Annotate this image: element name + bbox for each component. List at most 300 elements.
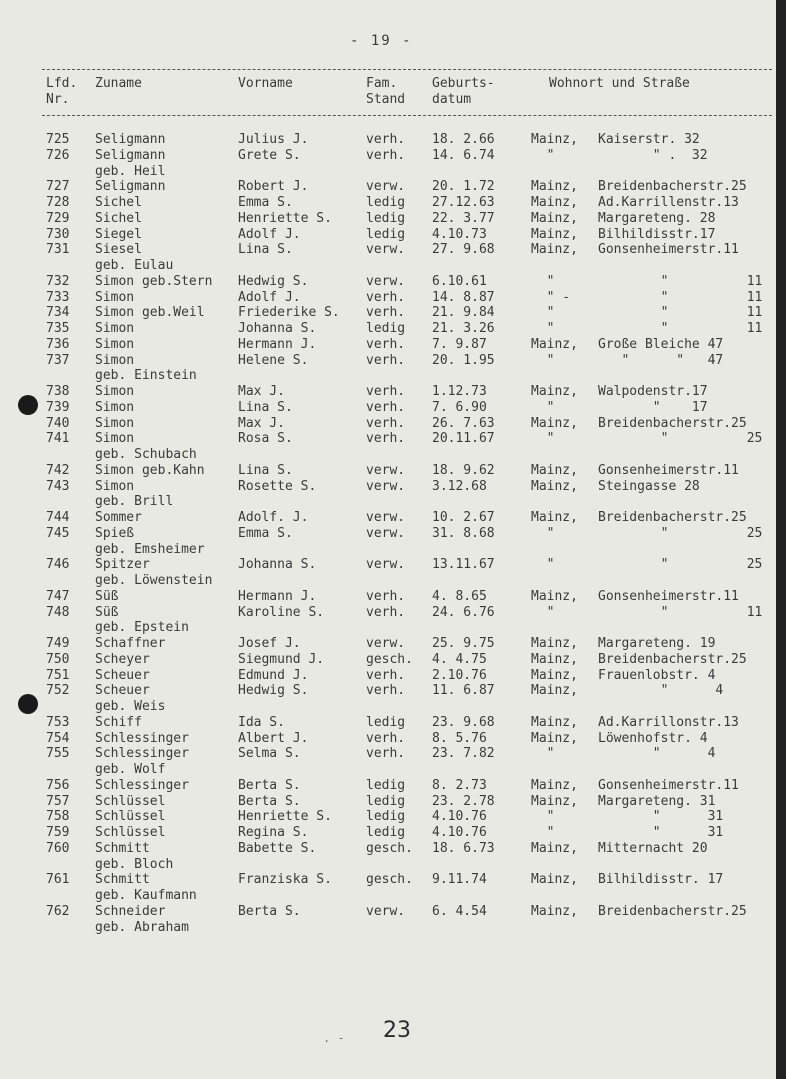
cell-nr: 741 (46, 431, 70, 447)
cell-geb: 8. 5.76 (432, 730, 487, 746)
table-row (0, 668, 776, 684)
cell-nr: 759 (46, 825, 70, 840)
cell-str: Ad.Karrillonstr.13 (598, 714, 739, 730)
cell-ort: Mainz, (531, 872, 578, 888)
cell-vorname: Julius J. (238, 132, 309, 147)
table-row (0, 337, 776, 353)
header-fam: Fam. (366, 76, 398, 91)
cell-zuname: Siegel (95, 226, 142, 242)
cell-vorname: Adolf. J. (238, 510, 309, 525)
cell-str: Mitternacht 20 (598, 840, 708, 856)
table-row-continuation (0, 762, 776, 778)
cell-ort: Mainz, (531, 210, 578, 226)
cell-geb: 7. 9.87 (432, 336, 487, 352)
cell-geb: 23. 7.82 (432, 746, 495, 762)
cell-zuname: Schmitt (95, 840, 150, 856)
table-row (0, 746, 776, 762)
table-row (0, 132, 776, 148)
cell-vorname: Emma S. (238, 525, 293, 541)
cell-geb: 20.11.67 (432, 431, 495, 447)
cell-ort: " (531, 321, 555, 336)
cell-fam: verw. (366, 636, 406, 651)
cell-geb: 7. 6.90 (432, 399, 487, 415)
cell-ort: " (531, 305, 555, 321)
cell-fam: verh. (366, 667, 406, 683)
cell-zuname: Schlüssel (95, 793, 166, 809)
cell-str: Bilhildisstr.17 (598, 226, 716, 242)
table-row (0, 211, 776, 227)
cell-zuname: Scheyer (95, 651, 150, 667)
cell-str: " 11 (598, 305, 763, 321)
cell-fam: verh. (366, 147, 406, 163)
cell-vorname: Hedwig S. (238, 683, 309, 699)
cell-str: Große Bleiche 47 (598, 336, 724, 352)
cell-zuname: geb. Brill (95, 494, 174, 510)
cell-geb: 10. 2.67 (432, 510, 495, 525)
cell-str: " 11 (598, 273, 763, 289)
cell-zuname: geb. Weis (95, 699, 166, 714)
cell-zuname: Schneider (95, 903, 166, 919)
cell-vorname: Rosa S. (238, 431, 293, 447)
cell-zuname: Schlessinger (95, 746, 189, 762)
cell-zuname: Schlessinger (95, 730, 189, 746)
cell-fam: verh. (366, 746, 406, 762)
cell-vorname: Berta S. (238, 793, 301, 809)
cell-zuname: geb. Wolf (95, 762, 166, 777)
cell-geb: 27. 9.68 (432, 242, 495, 258)
cell-str: Margareteng. 28 (598, 210, 716, 226)
cell-nr: 729 (46, 210, 70, 226)
cell-fam: verh. (366, 431, 406, 447)
cell-nr: 756 (46, 777, 70, 793)
cell-vorname: Berta S. (238, 777, 301, 793)
cell-fam: verh. (366, 289, 406, 305)
table-row-continuation (0, 494, 776, 510)
cell-ort: Mainz, (531, 667, 578, 683)
cell-fam: ledig (366, 777, 406, 793)
cell-vorname: Henriette S. (238, 210, 332, 226)
cell-fam: verh. (366, 683, 406, 699)
table-row (0, 353, 776, 369)
cell-fam: gesch. (366, 651, 413, 667)
scan-edge (776, 0, 786, 1079)
cell-fam: ledig (366, 714, 406, 730)
cell-str: Bilhildisstr. 17 (598, 872, 724, 888)
cell-nr: 747 (46, 588, 70, 604)
cell-zuname: Schlüssel (95, 825, 166, 840)
cell-str: " . 32 (598, 147, 708, 163)
cell-zuname: Schlessinger (95, 777, 189, 793)
cell-geb: 4.10.76 (432, 825, 487, 840)
cell-ort: " (531, 746, 555, 762)
cell-vorname: Max J. (238, 415, 285, 431)
cell-fam: gesch. (366, 872, 413, 888)
cell-fam: ledig (366, 210, 406, 226)
cell-zuname: Seligmann (95, 179, 166, 195)
table-row (0, 872, 776, 888)
cell-fam: ledig (366, 825, 406, 840)
table-row (0, 274, 776, 290)
cell-geb: 13.11.67 (432, 557, 495, 573)
cell-zuname: Simon (95, 415, 135, 431)
cell-vorname: Helene S. (238, 352, 309, 368)
header-bottom-rule (42, 115, 772, 116)
cell-str: Steingasse 28 (598, 478, 700, 494)
cell-nr: 752 (46, 683, 70, 699)
table-row (0, 794, 776, 810)
cell-str: Breidenbacherstr.25 (598, 651, 747, 667)
cell-vorname: Karoline S. (238, 604, 325, 620)
cell-zuname: Süß (95, 604, 119, 620)
cell-str: Breidenbacherstr.25 (598, 903, 747, 919)
cell-fam: verw. (366, 242, 406, 258)
cell-vorname: Emma S. (238, 195, 293, 210)
table-row (0, 321, 776, 337)
table-row (0, 636, 776, 652)
cell-nr: 751 (46, 667, 70, 683)
cell-nr: 734 (46, 305, 70, 321)
cell-fam: verh. (366, 352, 406, 368)
cell-nr: 736 (46, 336, 70, 352)
cell-ort: Mainz, (531, 777, 578, 793)
cell-geb: 18. 2.66 (432, 132, 495, 147)
cell-fam: verh. (366, 384, 406, 399)
header-geburts: Geburts- (432, 76, 495, 91)
cell-vorname: Hermann J. (238, 588, 317, 604)
cell-nr: 755 (46, 746, 70, 762)
cell-zuname: Simon (95, 336, 135, 352)
cell-fam: verw. (366, 273, 406, 289)
table-row (0, 463, 776, 479)
cell-ort: " (531, 557, 555, 573)
cell-str: " 17 (598, 399, 708, 415)
cell-zuname: Siesel (95, 242, 142, 258)
cell-str: Breidenbacherstr.25 (598, 415, 747, 431)
cell-vorname: Siegmund J. (238, 651, 325, 667)
table-row (0, 416, 776, 432)
cell-nr: 748 (46, 604, 70, 620)
cell-zuname: Simon geb.Weil (95, 305, 205, 321)
cell-vorname: Henriette S. (238, 809, 332, 825)
cell-str: Gonsenheimerstr.11 (598, 462, 739, 478)
cell-geb: 23. 9.68 (432, 714, 495, 730)
cell-str: Margareteng. 31 (598, 793, 716, 809)
table-row (0, 825, 776, 841)
table-row (0, 589, 776, 605)
table-row (0, 242, 776, 258)
table-row-continuation (0, 920, 776, 936)
cell-nr: 733 (46, 289, 70, 305)
cell-nr: 732 (46, 273, 70, 289)
table-row-continuation (0, 857, 776, 873)
cell-ort: Mainz, (531, 462, 578, 478)
cell-ort: Mainz, (531, 478, 578, 494)
cell-ort: Mainz, (531, 636, 578, 651)
cell-fam: verh. (366, 588, 406, 604)
table-row-continuation (0, 620, 776, 636)
cell-str: Margareteng. 19 (598, 636, 716, 651)
cell-vorname: Grete S. (238, 147, 301, 163)
cell-zuname: geb. Heil (95, 163, 166, 179)
cell-fam: ledig (366, 793, 406, 809)
cell-fam: ledig (366, 321, 406, 336)
cell-zuname: Simon (95, 431, 135, 447)
cell-vorname: Rosette S. (238, 478, 317, 494)
table-row (0, 227, 776, 243)
cell-fam: verh. (366, 415, 406, 431)
cell-fam: verh. (366, 399, 406, 415)
table-row (0, 652, 776, 668)
table-row (0, 731, 776, 747)
cell-ort: Mainz, (531, 226, 578, 242)
cell-vorname: Friederike S. (238, 305, 340, 321)
cell-geb: 4. 8.65 (432, 588, 487, 604)
cell-nr: 753 (46, 714, 70, 730)
cell-vorname: Johanna S. (238, 557, 317, 573)
cell-ort: Mainz, (531, 730, 578, 746)
cell-ort: Mainz, (531, 195, 578, 210)
table-row (0, 305, 776, 321)
cell-str: " 4 (598, 683, 724, 699)
cell-geb: 6.10.61 (432, 273, 487, 289)
cell-zuname: geb. Bloch (95, 856, 174, 872)
cell-zuname: Schiff (95, 714, 142, 730)
cell-ort: Mainz, (531, 714, 578, 730)
cell-ort: Mainz, (531, 510, 578, 525)
header-zuname: Zuname (95, 76, 142, 91)
cell-nr: 744 (46, 510, 70, 525)
cell-vorname: Lina S. (238, 462, 293, 478)
cell-geb: 22. 3.77 (432, 210, 495, 226)
cell-zuname: Spitzer (95, 557, 150, 573)
cell-nr: 728 (46, 195, 70, 210)
cell-geb: 4.10.73 (432, 226, 487, 242)
cell-geb: 4.10.76 (432, 809, 487, 825)
cell-nr: 740 (46, 415, 70, 431)
cell-fam: verh. (366, 336, 406, 352)
cell-nr: 727 (46, 179, 70, 195)
cell-nr: 739 (46, 399, 70, 415)
cell-str: " 25 (598, 431, 763, 447)
cell-nr: 738 (46, 384, 70, 399)
cell-fam: verw. (366, 525, 406, 541)
table-row (0, 195, 776, 211)
table-row (0, 179, 776, 195)
cell-vorname: Lina S. (238, 242, 293, 258)
cell-zuname: Simon geb.Stern (95, 273, 213, 289)
cell-geb: 3.12.68 (432, 478, 487, 494)
cell-geb: 4. 4.75 (432, 651, 487, 667)
cell-zuname: Simon (95, 289, 135, 305)
header-vorname: Vorname (238, 76, 293, 91)
cell-geb: 2.10.76 (432, 667, 487, 683)
cell-geb: 20. 1.95 (432, 352, 495, 368)
cell-str: Walpodenstr.17 (598, 384, 708, 399)
header-wohnort: Wohnort und Straße (549, 76, 690, 91)
cell-ort: Mainz, (531, 793, 578, 809)
cell-geb: 18. 6.73 (432, 840, 495, 856)
cell-zuname: geb. Epstein (95, 620, 189, 636)
cell-nr: 746 (46, 557, 70, 573)
cell-fam: verw. (366, 478, 406, 494)
cell-geb: 1.12.73 (432, 384, 487, 399)
cell-geb: 18. 9.62 (432, 462, 495, 478)
cell-geb: 24. 6.76 (432, 604, 495, 620)
cell-ort: " (531, 352, 555, 368)
cell-fam: verw. (366, 179, 406, 195)
cell-zuname: Seligmann (95, 132, 166, 147)
cell-str: " " 47 (598, 352, 724, 368)
cell-geb: 23. 2.78 (432, 793, 495, 809)
cell-ort: " (531, 273, 555, 289)
table-row (0, 778, 776, 794)
cell-zuname: Simon (95, 321, 135, 336)
table-row-continuation (0, 573, 776, 589)
cell-nr: 726 (46, 147, 70, 163)
cell-zuname: Spieß (95, 525, 135, 541)
cell-vorname: Hermann J. (238, 336, 317, 352)
cell-zuname: geb. Einstein (95, 368, 197, 384)
table-row-continuation (0, 542, 776, 558)
cell-vorname: Ida S. (238, 714, 285, 730)
stamp-number: 23 (383, 1018, 411, 1043)
cell-vorname: Babette S. (238, 840, 317, 856)
cell-zuname: Simon (95, 399, 135, 415)
table-row-continuation (0, 164, 776, 180)
cell-nr: 725 (46, 132, 70, 147)
cell-geb: 25. 9.75 (432, 636, 495, 651)
cell-nr: 743 (46, 478, 70, 494)
cell-nr: 737 (46, 352, 70, 368)
cell-ort: Mainz, (531, 415, 578, 431)
table-row-continuation (0, 888, 776, 904)
cell-zuname: Sichel (95, 195, 142, 210)
cell-geb: 6. 4.54 (432, 903, 487, 919)
cell-vorname: Josef J. (238, 636, 301, 651)
cell-ort: Mainz, (531, 384, 578, 399)
cell-zuname: Schaffner (95, 636, 166, 651)
cell-str: Breidenbacherstr.25 (598, 179, 747, 195)
cell-zuname: Simon (95, 352, 135, 368)
cell-ort: Mainz, (531, 179, 578, 195)
cell-vorname: Robert J. (238, 179, 309, 195)
cell-nr: 730 (46, 226, 70, 242)
cell-zuname: Simon geb.Kahn (95, 462, 205, 478)
cell-nr: 757 (46, 793, 70, 809)
table-row (0, 605, 776, 621)
cell-ort: Mainz, (531, 651, 578, 667)
cell-nr: 745 (46, 525, 70, 541)
cell-fam: ledig (366, 195, 406, 210)
cell-fam: verw. (366, 903, 406, 919)
table-row (0, 557, 776, 573)
cell-ort: " (531, 431, 555, 447)
header-stand: Stand (366, 92, 406, 107)
table-row-continuation (0, 699, 776, 715)
punch-hole (18, 395, 38, 415)
cell-zuname: geb. Eulau (95, 258, 174, 273)
table-row (0, 683, 776, 699)
cell-geb: 20. 1.72 (432, 179, 495, 195)
cell-ort: Mainz, (531, 588, 578, 604)
cell-fam: ledig (366, 809, 406, 825)
table-row (0, 431, 776, 447)
cell-vorname: Max J. (238, 384, 285, 399)
cell-str: " 25 (598, 557, 763, 573)
cell-zuname: Sichel (95, 210, 142, 226)
cell-zuname: Scheuer (95, 683, 150, 699)
cell-ort: " (531, 825, 555, 840)
table-row-continuation (0, 447, 776, 463)
cell-geb: 21. 9.84 (432, 305, 495, 321)
header-top-rule (42, 69, 772, 70)
cell-vorname: Johanna S. (238, 321, 317, 336)
cell-fam: verh. (366, 132, 406, 147)
table-row (0, 384, 776, 400)
cell-str: Breidenbacherstr.25 (598, 510, 747, 525)
cell-zuname: Simon (95, 384, 135, 399)
cell-vorname: Adolf J. (238, 226, 301, 242)
cell-zuname: geb. Emsheimer (95, 541, 205, 557)
cell-zuname: Sommer (95, 510, 142, 525)
cell-str: Löwenhofstr. 4 (598, 730, 708, 746)
cell-geb: 8. 2.73 (432, 777, 487, 793)
cell-str: " 11 (598, 321, 763, 336)
cell-ort: Mainz, (531, 683, 578, 699)
cell-zuname: Seligmann (95, 147, 166, 163)
cell-geb: 14. 8.87 (432, 289, 495, 305)
table-row (0, 809, 776, 825)
cell-geb: 11. 6.87 (432, 683, 495, 699)
table-row (0, 510, 776, 526)
cell-vorname: Albert J. (238, 730, 309, 746)
cell-zuname: Scheuer (95, 667, 150, 683)
cell-ort: " (531, 604, 555, 620)
cell-str: " 11 (598, 604, 763, 620)
cell-ort: Mainz, (531, 336, 578, 352)
cell-str: Frauenlobstr. 4 (598, 667, 716, 683)
table-row (0, 148, 776, 164)
cell-zuname: Simon (95, 478, 135, 494)
table-row (0, 841, 776, 857)
cell-ort: " (531, 809, 555, 825)
cell-vorname: Adolf J. (238, 289, 301, 305)
cell-fam: verh. (366, 730, 406, 746)
header-datum: datum (432, 92, 472, 107)
table-row (0, 400, 776, 416)
cell-fam: verw. (366, 510, 406, 525)
cell-ort: Mainz, (531, 903, 578, 919)
cell-str: Gonsenheimerstr.11 (598, 588, 739, 604)
cell-nr: 758 (46, 809, 70, 825)
cell-ort: Mainz, (531, 132, 578, 147)
cell-zuname: Süß (95, 588, 119, 604)
punch-hole (18, 694, 38, 714)
cell-nr: 761 (46, 872, 70, 888)
cell-vorname: Regina S. (238, 825, 309, 840)
cell-zuname: geb. Löwenstein (95, 573, 213, 588)
cell-vorname: Berta S. (238, 903, 301, 919)
cell-nr: 754 (46, 730, 70, 746)
cell-zuname: Schlüssel (95, 809, 166, 825)
cell-nr: 742 (46, 462, 70, 478)
cell-str: Ad.Karrillenstr.13 (598, 195, 739, 210)
cell-fam: gesch. (366, 840, 413, 856)
bottom-mark: . - (323, 1031, 345, 1045)
cell-ort: " - (531, 289, 571, 305)
cell-nr: 749 (46, 636, 70, 651)
cell-str: Gonsenheimerstr.11 (598, 242, 739, 258)
